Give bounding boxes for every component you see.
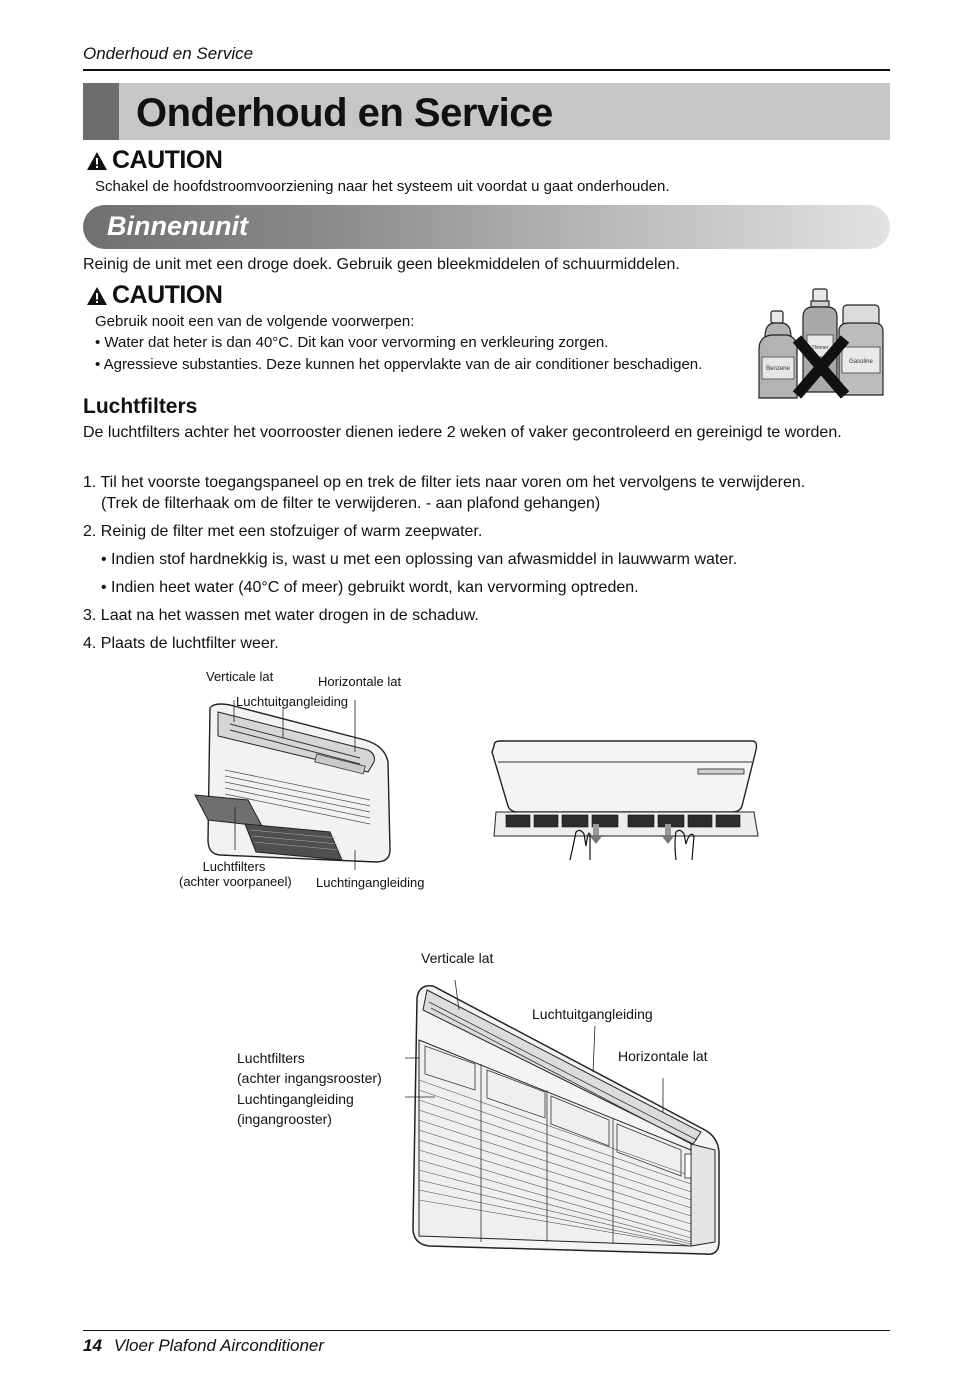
filter-step-bullet: • Indien heet water (40°C of meer) gebruikt wordt, kan vervorming optreden. [101, 579, 639, 596]
section-intro: Reinig de unit met een droge doek. Gebruik geen bleekmiddelen of schuurmiddelen. [83, 256, 680, 273]
filter-step: 2. Reinig de filter met een stofzuiger of warm zeepwater. [83, 523, 483, 540]
fig2-label-vertical-louver: Verticale lat [421, 950, 494, 966]
fig1-label-horizontal-louver: Horizontale lat [318, 674, 402, 689]
fig1-label-air-outlet: Luchtuitgangleiding [236, 694, 349, 709]
fig2-label-air-outlet: Luchtuitgangleiding [532, 1006, 653, 1022]
caution-text-1: Schakel de hoofdstroomvoorziening naar het systeem uit voordat u gaat onderhouden. [95, 178, 670, 195]
fig2-label-inlet-line1: Luchtingangleiding [237, 1091, 354, 1107]
caution-label-1: CAUTION [112, 146, 223, 174]
bottle-label: Thinner [811, 345, 829, 351]
fig2-label-inlet [237, 1089, 354, 1129]
filters-heading: Luchtfilters [83, 395, 198, 418]
filter-step-note: (Trek de filterhaak om de filter te verwijderen. - aan plafond gehangen) [101, 495, 601, 512]
fig1-label-filters [179, 859, 292, 889]
warning-icon [86, 151, 108, 171]
bottle-label: Benzene [766, 366, 790, 372]
fig2-label-filters-line1: Luchtfilters [237, 1050, 305, 1066]
gasoline-can-icon [839, 305, 883, 395]
section-title: Binnenunit [107, 211, 248, 241]
title-bar [83, 83, 890, 140]
section-bar [83, 205, 890, 249]
chemical-bottles-illustration [757, 287, 887, 402]
fig2-label-inlet-line2: (ingangrooster) [237, 1111, 332, 1127]
filter-step: 1. Til het voorste toegangspaneel op en trek de filter iets naar voren om het vervolgens te verwijderen. [83, 474, 806, 491]
fig2-label-horizontal-louver: Horizontale lat [618, 1048, 708, 1064]
fig1-label-filters-line2: (achter voorpaneel) [179, 874, 292, 889]
page-title: Onderhoud en Service [136, 91, 553, 135]
filter-step-bullet: • Indien stof hardnekkig is, wast u met een oplossing van afwasmiddel in lauwwarm water. [101, 551, 738, 568]
fig2-label-filters-line2: (achter ingangsrooster) [237, 1070, 382, 1086]
fig1-label-vertical-louver: Verticale lat [206, 669, 274, 684]
footer-product: Vloer Plafond Airconditioner [113, 1336, 325, 1355]
fig1-label-filters-line1: Luchtfilters [202, 859, 266, 874]
caution-label-2: CAUTION [112, 281, 223, 309]
ceiling-unit-front-illustration [405, 980, 725, 1260]
bottle-label: Gasoline [849, 359, 873, 365]
floor-unit-illustration [190, 700, 400, 870]
caution-intro-2: Gebruik nooit een van de volgende voorwerpen: [95, 313, 415, 330]
filters-intro: De luchtfilters achter het voorrooster dienen iedere 2 weken of vaker gecontroleerd en gereinigd te worden. [83, 424, 842, 441]
ceiling-unit-filter-removal-illustration [490, 738, 760, 863]
fig2-label-filters [237, 1048, 382, 1088]
footer [83, 1336, 324, 1356]
fig1-label-air-inlet: Luchtingangleiding [316, 875, 425, 890]
filter-step: 4. Plaats de luchtfilter weer. [83, 635, 279, 652]
caution-bullet: • Water dat heter is dan 40°C. Dit kan voor vervorming en verkleuring zorgen. [95, 334, 609, 351]
warning-icon [86, 286, 108, 306]
page-number: 14 [83, 1336, 102, 1355]
header-rule [83, 69, 890, 71]
caution-heading-1 [86, 146, 222, 175]
benzene-bottle-icon [759, 311, 797, 398]
footer-rule [83, 1330, 890, 1331]
running-header: Onderhoud en Service [83, 44, 254, 63]
caution-heading-2 [86, 281, 222, 310]
caution-bullet: • Agressieve substanties. Deze kunnen het oppervlakte van de air conditioner beschadigen. [95, 356, 703, 373]
title-bar-block [83, 83, 119, 140]
filter-step: 3. Laat na het wassen met water drogen in de schaduw. [83, 607, 479, 624]
